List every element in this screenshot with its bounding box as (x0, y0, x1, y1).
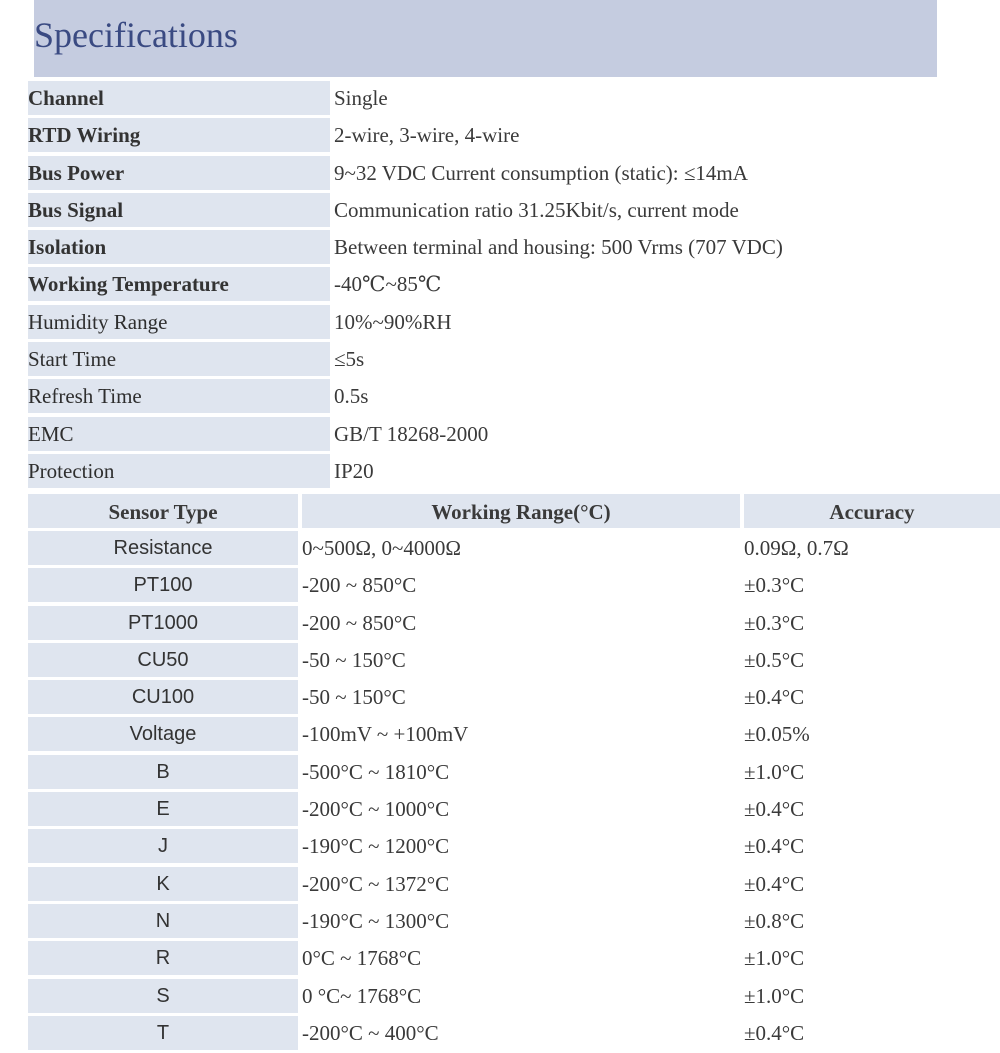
spec-row (28, 342, 1000, 376)
spec-value: 2-wire, 3-wire, 4-wire (334, 123, 520, 148)
sensor-type-cell: Resistance (28, 531, 298, 565)
sensor-type-cell: E (28, 792, 298, 826)
table-row (28, 904, 1000, 938)
spec-value: Single (334, 86, 388, 110)
accuracy-cell: ±0.4°C (744, 685, 805, 710)
table-row (28, 941, 1000, 975)
table-row (28, 867, 1000, 901)
sensor-table-header (28, 494, 1000, 528)
spec-row (28, 267, 1000, 301)
spec-label: Bus Power (28, 156, 330, 190)
accuracy-cell: ±0.3°C (744, 573, 805, 598)
spec-value: Communication ratio 31.25Kbit/s, current mode (334, 197, 739, 222)
accuracy-cell: ±1.0°C (744, 946, 805, 971)
working-range-cell: 0~500Ω, 0~4000Ω (302, 536, 461, 560)
accuracy-cell: ±1.0°C (744, 983, 805, 1008)
working-range-cell: -200°C ~ 1372°C (302, 871, 450, 896)
spec-label: Isolation (28, 230, 330, 264)
sensor-type-cell: K (28, 867, 298, 901)
page-title: Specifications (34, 15, 238, 55)
spec-row (28, 454, 1000, 488)
spec-value: 9~32 VDC Current consumption (static): ≤14mA (334, 160, 748, 185)
spec-value: Between terminal and housing: 500 Vrms (707 VDC) (334, 235, 783, 260)
sensor-table-body (28, 531, 1000, 1050)
sensor-type-cell: T (28, 1016, 298, 1050)
spec-row (28, 118, 1000, 152)
spec-row (28, 193, 1000, 227)
spec-label: Refresh Time (28, 379, 330, 413)
header-working-range: Working Range(°C) (302, 494, 740, 528)
spec-row (28, 230, 1000, 264)
accuracy-cell: ±1.0°C (744, 759, 805, 784)
header-accuracy: Accuracy (744, 494, 1000, 528)
working-range-cell: -500°C ~ 1810°C (302, 759, 450, 784)
table-row (28, 643, 1000, 677)
spec-row (28, 81, 1000, 115)
spec-label: Channel (28, 81, 330, 115)
spec-value: GB/T 18268-2000 (334, 421, 489, 446)
working-range-cell: -200 ~ 850°C (302, 573, 417, 598)
table-row (28, 1016, 1000, 1050)
working-range-cell: -50 ~ 150°C (302, 647, 406, 672)
spec-label: RTD Wiring (28, 118, 330, 152)
table-row (28, 792, 1000, 826)
sensor-type-cell: B (28, 755, 298, 789)
table-row (28, 531, 1000, 565)
working-range-cell: 0 °C~ 1768°C (302, 983, 422, 1008)
sensor-type-cell: N (28, 904, 298, 938)
table-row (28, 568, 1000, 602)
spec-label: Start Time (28, 342, 330, 376)
sensor-type-cell: S (28, 979, 298, 1013)
accuracy-cell: ±0.4°C (744, 1020, 805, 1045)
accuracy-cell: ±0.8°C (744, 908, 805, 933)
working-range-cell: -190°C ~ 1200°C (302, 834, 450, 859)
working-range-cell: -190°C ~ 1300°C (302, 908, 450, 933)
spec-row (28, 417, 1000, 451)
working-range-cell: -200°C ~ 400°C (302, 1020, 439, 1045)
table-row (28, 680, 1000, 714)
spec-label: Humidity Range (28, 305, 330, 339)
working-range-cell: -100mV ~ +100mV (302, 722, 469, 747)
sensor-type-cell: J (28, 829, 298, 863)
sensor-table (28, 494, 1000, 1053)
sensor-type-cell: PT1000 (28, 606, 298, 640)
spec-row (28, 156, 1000, 190)
accuracy-cell: ±0.05% (744, 722, 810, 747)
working-range-cell: -200 ~ 850°C (302, 610, 417, 635)
table-row (28, 829, 1000, 863)
working-range-cell: 0°C ~ 1768°C (302, 946, 422, 971)
sensor-type-cell: Voltage (28, 717, 298, 751)
sensor-type-cell: CU100 (28, 680, 298, 714)
table-row (28, 717, 1000, 751)
sensor-type-cell: PT100 (28, 568, 298, 602)
spec-value: 10%~90%RH (334, 309, 452, 334)
spec-label: Protection (28, 454, 330, 488)
sensor-type-cell: CU50 (28, 643, 298, 677)
spec-value: IP20 (334, 458, 374, 483)
header-banner (34, 0, 937, 77)
spec-row (28, 379, 1000, 413)
accuracy-cell: ±0.5°C (744, 647, 805, 672)
table-row (28, 755, 1000, 789)
accuracy-cell: ±0.4°C (744, 797, 805, 822)
spec-value: ≤5s (334, 347, 365, 372)
table-row (28, 979, 1000, 1013)
spec-table (28, 81, 1000, 491)
accuracy-cell: ±0.4°C (744, 871, 805, 896)
accuracy-cell: 0.09Ω, 0.7Ω (744, 536, 849, 560)
working-range-cell: -50 ~ 150°C (302, 685, 406, 710)
spec-value: -40℃~85℃ (334, 272, 442, 297)
spec-label: Working Temperature (28, 267, 330, 301)
spec-value: 0.5s (334, 384, 369, 409)
working-range-cell: -200°C ~ 1000°C (302, 797, 450, 822)
spec-label: EMC (28, 417, 330, 451)
spec-row (28, 305, 1000, 339)
table-row (28, 606, 1000, 640)
sensor-type-cell: R (28, 941, 298, 975)
spec-label: Bus Signal (28, 193, 330, 227)
header-sensor-type: Sensor Type (28, 494, 298, 528)
accuracy-cell: ±0.3°C (744, 610, 805, 635)
accuracy-cell: ±0.4°C (744, 834, 805, 859)
